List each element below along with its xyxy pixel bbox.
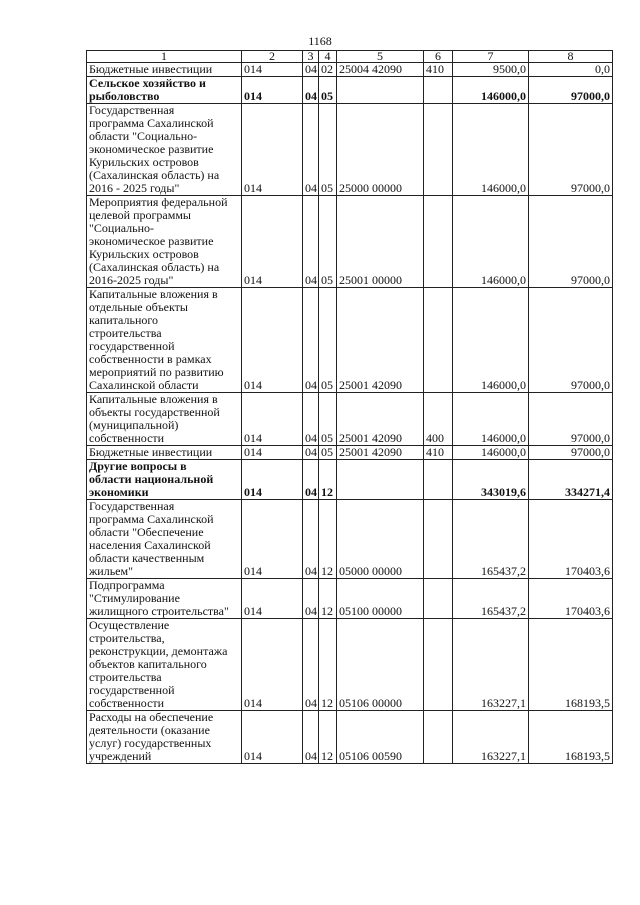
pr-code-cell: 05 <box>319 196 337 288</box>
vr-code-cell <box>424 196 453 288</box>
table-row <box>87 579 613 619</box>
item-name-cell: Другие вопросы в области национальной экономики <box>87 460 242 500</box>
item-name-cell: Капитальные вложения в отдельные объекты капитального строительства государственной собственности в рамках мероприятий по развитию Сахалинской области <box>87 288 242 393</box>
csr-code-cell <box>337 460 424 500</box>
page-number: 1168 <box>308 34 332 48</box>
csr-code-cell: 05000 00000 <box>337 500 424 579</box>
rz-code-cell: 04 <box>303 288 319 393</box>
sum-2020-cell: 0,0 <box>529 63 613 77</box>
pr-code-cell: 12 <box>319 460 337 500</box>
vr-code-cell <box>424 711 453 764</box>
gr-code-cell: 014 <box>242 104 303 196</box>
sum-2019-cell: 165437,2 <box>453 579 529 619</box>
sum-2019-cell: 146000,0 <box>453 446 529 460</box>
rz-code-cell: 04 <box>303 579 319 619</box>
vr-code-cell: 410 <box>424 446 453 460</box>
vr-code-cell <box>424 77 453 104</box>
table-row <box>87 63 613 77</box>
rz-code-cell: 04 <box>303 500 319 579</box>
table-row <box>87 288 613 393</box>
header-cell: 1 <box>87 51 242 63</box>
csr-code-cell: 25000 00000 <box>337 104 424 196</box>
sum-2020-cell: 170403,6 <box>529 500 613 579</box>
table-row <box>87 446 613 460</box>
pr-code-cell: 05 <box>319 104 337 196</box>
rz-code-cell: 04 <box>303 619 319 711</box>
pr-code-cell: 12 <box>319 619 337 711</box>
gr-code-cell: 014 <box>242 446 303 460</box>
header-cell: 6 <box>424 51 453 63</box>
sum-2020-cell: 168193,5 <box>529 711 613 764</box>
table-row <box>87 711 613 764</box>
csr-code-cell: 25001 00000 <box>337 196 424 288</box>
pr-code-cell: 05 <box>319 77 337 104</box>
sum-2020-cell: 97000,0 <box>529 77 613 104</box>
vr-code-cell <box>424 460 453 500</box>
header-cell: 4 <box>319 51 337 63</box>
pr-code-cell: 05 <box>319 393 337 446</box>
header-row <box>87 51 613 63</box>
gr-code-cell: 014 <box>242 500 303 579</box>
header-cell: 5 <box>337 51 424 63</box>
rz-code-cell: 04 <box>303 63 319 77</box>
csr-code-cell: 05106 00590 <box>337 711 424 764</box>
rz-code-cell: 04 <box>303 104 319 196</box>
rz-code-cell: 04 <box>303 77 319 104</box>
header-cell: 8 <box>529 51 613 63</box>
item-name-cell: Государственная программа Сахалинской области "Обеспечение населения Сахалинской области качественным жильем" <box>87 500 242 579</box>
rz-code-cell: 04 <box>303 711 319 764</box>
table-row <box>87 500 613 579</box>
table-row <box>87 619 613 711</box>
header-cell: 2 <box>242 51 303 63</box>
sum-2019-cell: 146000,0 <box>453 77 529 104</box>
sum-2019-cell: 146000,0 <box>453 196 529 288</box>
table-row <box>87 460 613 500</box>
item-name-cell: Бюджетные инвестиции <box>87 446 242 460</box>
rz-code-cell: 04 <box>303 196 319 288</box>
sum-2020-cell: 334271,4 <box>529 460 613 500</box>
csr-code-cell: 05100 00000 <box>337 579 424 619</box>
vr-code-cell <box>424 579 453 619</box>
pr-code-cell: 05 <box>319 288 337 393</box>
item-name-cell: Государственная программа Сахалинской области "Социально- экономическое развитие Курильских островов (Сахалинская область) на 2016 - 2025 годы" <box>87 104 242 196</box>
csr-code-cell: 25001 42090 <box>337 446 424 460</box>
csr-code-cell: 25004 42090 <box>337 63 424 77</box>
pr-code-cell: 05 <box>319 446 337 460</box>
item-name-cell: Бюджетные инвестиции <box>87 63 242 77</box>
gr-code-cell: 014 <box>242 63 303 77</box>
item-name-cell: Подпрограмма "Стимулирование жилищного строительства" <box>87 579 242 619</box>
gr-code-cell: 014 <box>242 711 303 764</box>
vr-code-cell: 410 <box>424 63 453 77</box>
pr-code-cell: 12 <box>319 500 337 579</box>
sum-2019-cell: 9500,0 <box>453 63 529 77</box>
sum-2020-cell: 170403,6 <box>529 579 613 619</box>
rz-code-cell: 04 <box>303 393 319 446</box>
budget-table <box>86 50 613 764</box>
header-cell: 7 <box>453 51 529 63</box>
item-name-cell: Сельское хозяйство и рыболовство <box>87 77 242 104</box>
item-name-cell: Расходы на обеспечение деятельности (оказание услуг) государственных учреждений <box>87 711 242 764</box>
vr-code-cell <box>424 288 453 393</box>
sum-2020-cell: 97000,0 <box>529 196 613 288</box>
vr-code-cell <box>424 104 453 196</box>
sum-2020-cell: 97000,0 <box>529 446 613 460</box>
gr-code-cell: 014 <box>242 393 303 446</box>
vr-code-cell <box>424 500 453 579</box>
gr-code-cell: 014 <box>242 619 303 711</box>
pr-code-cell: 12 <box>319 711 337 764</box>
sum-2019-cell: 146000,0 <box>453 288 529 393</box>
csr-code-cell <box>337 77 424 104</box>
table-row <box>87 393 613 446</box>
gr-code-cell: 014 <box>242 77 303 104</box>
sum-2019-cell: 165437,2 <box>453 500 529 579</box>
table-row <box>87 77 613 104</box>
vr-code-cell <box>424 619 453 711</box>
csr-code-cell: 25001 42090 <box>337 288 424 393</box>
gr-code-cell: 014 <box>242 196 303 288</box>
item-name-cell: Осуществление строительства, реконструкции, демонтажа объектов капитального строительства государственной собственности <box>87 619 242 711</box>
sum-2019-cell: 343019,6 <box>453 460 529 500</box>
gr-code-cell: 014 <box>242 579 303 619</box>
sum-2020-cell: 97000,0 <box>529 104 613 196</box>
vr-code-cell: 400 <box>424 393 453 446</box>
header-cell: 3 <box>303 51 319 63</box>
gr-code-cell: 014 <box>242 460 303 500</box>
sum-2019-cell: 146000,0 <box>453 104 529 196</box>
sum-2020-cell: 97000,0 <box>529 288 613 393</box>
csr-code-cell: 05106 00000 <box>337 619 424 711</box>
rz-code-cell: 04 <box>303 446 319 460</box>
gr-code-cell: 014 <box>242 288 303 393</box>
csr-code-cell: 25001 42090 <box>337 393 424 446</box>
table-row <box>87 104 613 196</box>
rz-code-cell: 04 <box>303 460 319 500</box>
sum-2019-cell: 163227,1 <box>453 619 529 711</box>
sum-2020-cell: 168193,5 <box>529 619 613 711</box>
pr-code-cell: 12 <box>319 579 337 619</box>
sum-2019-cell: 163227,1 <box>453 711 529 764</box>
item-name-cell: Мероприятия федеральной целевой программы "Социально- экономическое развитие Курильских островов (Сахалинская область) на 2016-2025 годы" <box>87 196 242 288</box>
sum-2019-cell: 146000,0 <box>453 393 529 446</box>
pr-code-cell: 02 <box>319 63 337 77</box>
item-name-cell: Капитальные вложения в объекты государственной (муниципальной) собственности <box>87 393 242 446</box>
sum-2020-cell: 97000,0 <box>529 393 613 446</box>
table-row <box>87 196 613 288</box>
